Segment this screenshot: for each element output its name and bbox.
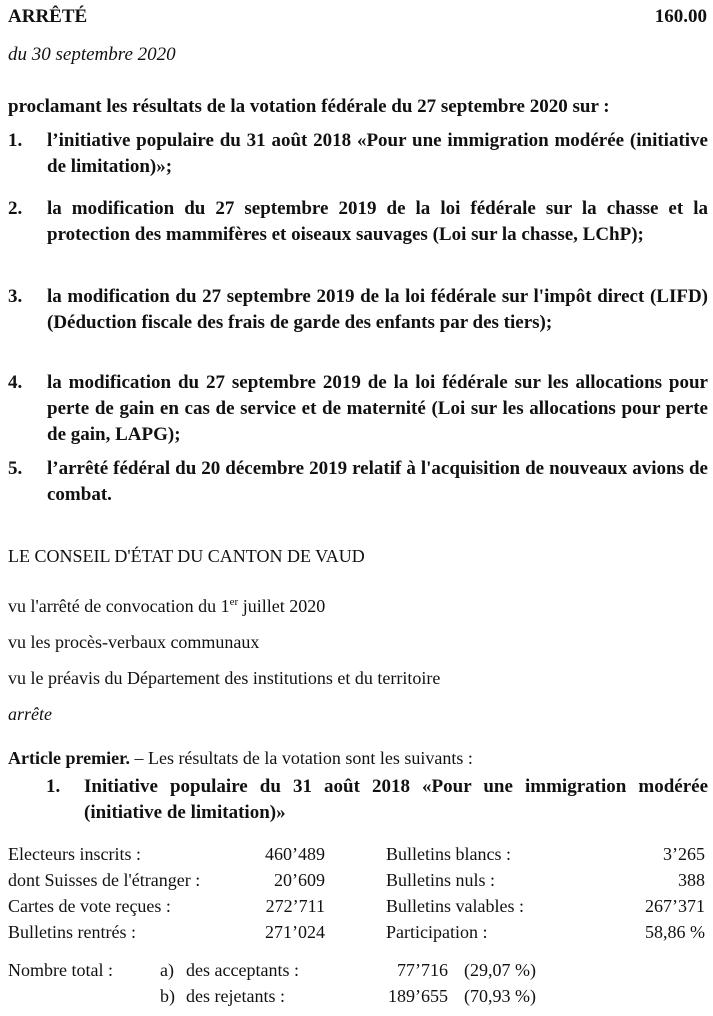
document-number: 160.00 [654, 6, 707, 27]
totals-value: 77’716 [397, 960, 448, 980]
intro-text: proclamant les résultats de la votation fédérale du 27 septembre 2020 sur : [8, 96, 610, 117]
list-item-number: 3. [8, 286, 23, 307]
stat-label: Bulletins valables : [386, 896, 524, 916]
list-item-text: la modification du 27 septembre 2019 de la loi fédérale sur la chasse et la protection des mammifères et oiseaux sauvages (Loi sur la chasse, LChP); [47, 198, 708, 245]
list-item-text: l’arrêté fédéral du 20 décembre 2019 relatif à l'acquisition de nouveaux avions de combat. [47, 458, 708, 505]
list-item-number: 2. [8, 198, 23, 219]
stat-label: Bulletins nuls : [386, 870, 496, 890]
article-premier [8, 748, 473, 769]
decree-word: arrête [8, 704, 52, 724]
list-item-text: la modification du 27 septembre 2019 de la loi fédérale sur les allocations pour perte de gain en cas de service et de maternité (Loi sur les allocations pour perte de gain, LAPG); [47, 372, 708, 445]
list-item [8, 370, 708, 448]
totals-value: 189’655 [388, 986, 448, 1006]
list-item-text: la modification du 27 septembre 2019 de la loi fédérale sur l'impôt direct (LIFD) (Déduction fiscale des frais de garde des enfants par des tiers); [47, 286, 708, 333]
article-text: – Les résultats de la votation sont les suivants : [129, 748, 473, 768]
totals-letter: a) [160, 960, 174, 980]
list-item [8, 128, 708, 180]
stat-value: 272’711 [265, 896, 325, 916]
stat-value: 460’489 [265, 844, 325, 864]
totals-percent: (70,93 %) [464, 986, 536, 1006]
stat-label: Cartes de vote reçues : [8, 896, 171, 916]
totals-letter: b) [160, 986, 175, 1006]
list-item [8, 284, 708, 336]
article-label: Article premier. [8, 748, 130, 768]
stat-value: 267’371 [645, 896, 705, 916]
list-item [8, 196, 708, 248]
list-item-text: l’initiative populaire du 31 août 2018 «Pour une immigration modérée (initiative de limitation)»; [47, 130, 708, 177]
totals-percent: (29,07 %) [464, 960, 536, 980]
totals-row-label: des rejetants : [186, 986, 285, 1006]
considerant-text: vu l'arrêté de convocation du 1 [8, 596, 230, 616]
stat-label: Electeurs inscrits : [8, 844, 141, 864]
considerant-date: juillet 2020 [238, 596, 326, 616]
list-item-number: 4. [8, 372, 23, 393]
totals-row-label: des acceptants : [186, 960, 299, 980]
document-date: du 30 septembre 2020 [8, 44, 176, 65]
stat-label: Participation : [386, 922, 488, 942]
section-title: Initiative populaire du 31 août 2018 «Pour une immigration modérée (initiative de limitation)» [84, 776, 708, 823]
document-title: ARRÊTÉ [8, 6, 88, 27]
stat-label: dont Suisses de l'étranger : [8, 870, 201, 890]
list-item [8, 456, 708, 508]
stat-label: Bulletins rentrés : [8, 922, 136, 942]
list-item-number: 5. [8, 458, 23, 479]
stat-value: 271’024 [265, 922, 325, 942]
considerant-proces-verbaux: vu les procès-verbaux communaux [8, 632, 260, 652]
stat-label: Bulletins blancs : [386, 844, 511, 864]
stat-value: 388 [678, 870, 705, 890]
totals-label: Nombre total : [8, 960, 113, 980]
council-heading: LE CONSEIL D'ÉTAT DU CANTON DE VAUD [8, 546, 365, 566]
section-heading [46, 774, 708, 826]
stat-value: 3’265 [663, 844, 705, 864]
stat-value: 58,86 % [645, 922, 705, 942]
considerant-preavis: vu le préavis du Département des institutions et du territoire [8, 668, 441, 688]
list-item-number: 1. [8, 130, 23, 151]
considerant-convocation [8, 596, 325, 617]
ordinal-superscript: er [229, 596, 239, 608]
section-number: 1. [46, 776, 61, 797]
stat-value: 20’609 [274, 870, 325, 890]
